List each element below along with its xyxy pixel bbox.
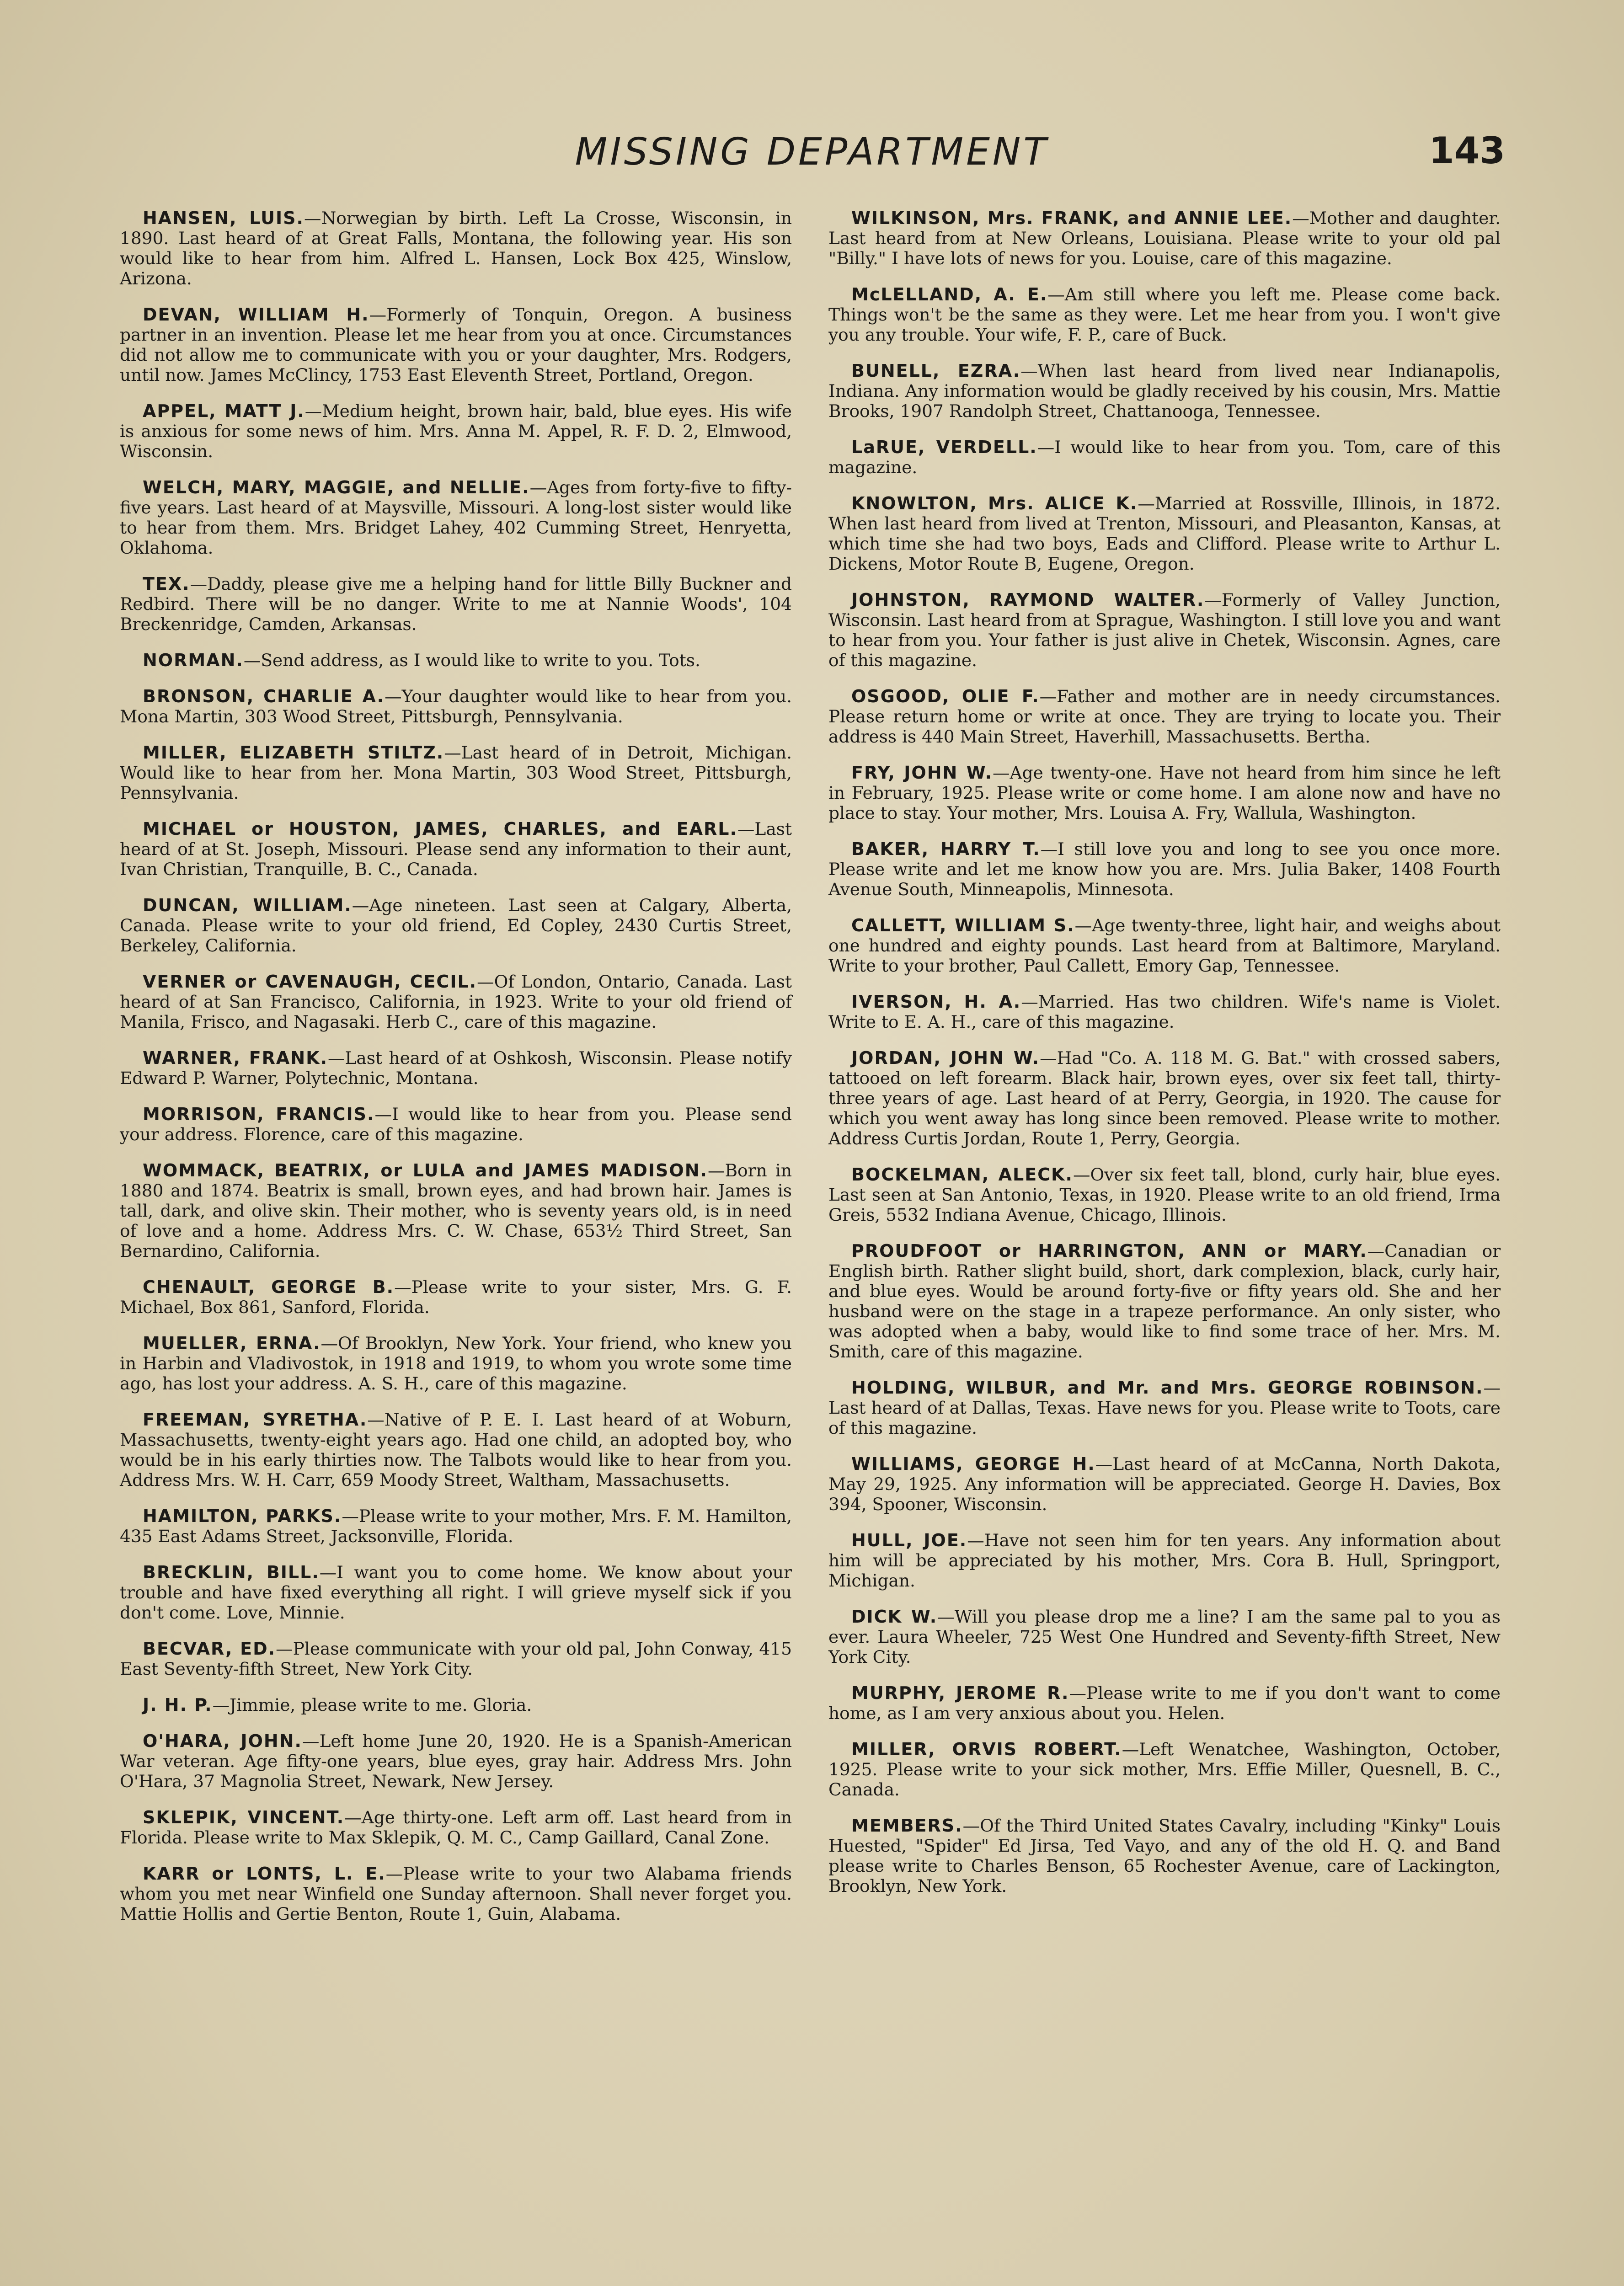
notice-name: APPEL, MATT J. — [143, 401, 305, 421]
notice-text: —Last heard of in Detroit, Michigan. Would like to hear from her. Mona Martin, 303 Wood Street, Pittsburgh, Pennsylvania. — [120, 742, 792, 803]
notice-entry — [120, 1864, 792, 1924]
notice-name: BUNELL, EZRA. — [851, 361, 1021, 381]
notice-name: J. H. P. — [143, 1695, 213, 1715]
notice-entry — [828, 493, 1501, 574]
notice-entry — [828, 763, 1501, 823]
notice-entry — [828, 839, 1501, 899]
right-column — [828, 208, 1501, 2286]
notice-entry — [828, 208, 1501, 268]
notice-name: JORDAN, JOHN W. — [851, 1048, 1040, 1068]
notice-name: WARNER, FRANK. — [143, 1048, 328, 1068]
notice-text: —Born in 1880 and 1874. Beatrix is small, brown eyes, and had brown hair. James is tall, dark, and olive skin. Their mother, who is seventy years old, is in need of love and a home. Address Mrs. C. W. Chase, 653½ Third Street, San Bernardino, California. — [120, 1160, 792, 1261]
notice-text: —Norwegian by birth. Left La Crosse, Wisconsin, in 1890. Last heard of at Great Falls, Montana, the following year. His son would like to hear from him. Alfred L. Hansen, Lock Box 425, Winslow, Arizona. — [120, 208, 792, 288]
notice-entry — [120, 819, 792, 879]
notice-text: —Over six feet tall, blond, curly hair, blue eyes. Last seen at San Antonio, Texas, in 1920. Please write to an old friend, Irma Greis, 5532 Indiana Avenue, Chicago, Illinois. — [828, 1164, 1501, 1225]
notice-text: —Last heard of at McCanna, North Dakota, May 29, 1925. Any information will be appreciated. George H. Davies, Box 394, Spooner, Wisconsin. — [828, 1454, 1501, 1514]
notice-text: —Formerly of Valley Junction, Wisconsin. Last heard from at Sprague, Washington. I still love you and want to hear from you. Your father is just alive in Chetek, Wisconsin. Agnes, care of this magazine. — [828, 590, 1501, 670]
notice-name: MILLER, ELIZABETH STILTZ. — [143, 742, 444, 763]
notice-text: —I would like to hear from you. Tom, care of this magazine. — [828, 437, 1501, 477]
notice-entry — [120, 1731, 792, 1791]
notice-name: MORRISON, FRANCIS. — [143, 1104, 375, 1124]
left-column — [120, 208, 792, 2286]
notice-entry — [828, 590, 1501, 670]
notice-name: WELCH, MARY, MAGGIE, and NELLIE. — [143, 477, 530, 497]
notice-text: —Have not seen him for ten years. Any information about him will be appreciated by his mother, Mrs. Cora B. Hull, Springport, Michigan. — [828, 1530, 1501, 1591]
notice-name: TEX. — [143, 574, 190, 594]
notice-entry — [828, 1241, 1501, 1362]
notice-entry — [828, 915, 1501, 976]
notice-name: MURPHY, JEROME R. — [851, 1683, 1069, 1703]
notice-entry — [828, 1739, 1501, 1800]
notice-name: OSGOOD, OLIE F. — [851, 686, 1040, 706]
notice-text: —I want you to come home. We know about your trouble and have fixed everything all right. I will grieve myself sick if you don't come. Love, Minnie. — [120, 1562, 792, 1623]
notice-name: FREEMAN, SYRETHA. — [143, 1410, 368, 1430]
notice-name: HOLDING, WILBUR, and Mr. and Mrs. GEORGE ROBINSON. — [851, 1378, 1484, 1398]
page-header — [105, 130, 1519, 181]
notice-name: BECVAR, ED. — [143, 1639, 276, 1659]
notice-name: HAMILTON, PARKS. — [143, 1506, 342, 1526]
notice-text: —Please write to your sister, Mrs. G. F. Michael, Box 861, Sanford, Florida. — [120, 1277, 792, 1317]
notice-name: WILLIAMS, GEORGE H. — [851, 1454, 1095, 1474]
notice-text: —I would like to hear from you. Please send your address. Florence, care of this magazine. — [120, 1104, 792, 1144]
notice-entry — [120, 477, 792, 558]
page-number: 143 — [1429, 129, 1505, 172]
notice-name: KNOWLTON, Mrs. ALICE K. — [851, 493, 1138, 513]
notice-text: —Last heard of at Dallas, Texas. Have news for you. Please write to Toots, care of this magazine. — [828, 1378, 1501, 1438]
notice-text: —Of Brooklyn, New York. Your friend, who knew you in Harbin and Vladivostok, in 1918 and 1919, to whom you wrote some time ago, has lost your address. A. S. H., care of this magazine. — [120, 1333, 792, 1394]
notice-entry — [120, 1695, 792, 1715]
notice-entry — [828, 361, 1501, 421]
notice-text: —Please write to me if you don't want to come home, as I am very anxious about you. Helen. — [828, 1683, 1501, 1723]
notice-entry — [120, 1639, 792, 1679]
notice-entry — [120, 1410, 792, 1490]
notice-text: —When last heard from lived near Indianapolis, Indiana. Any information would be gladly received by his cousin, Mrs. Mattie Brooks, 1907 Randolph Street, Chattanooga, Tennessee. — [828, 361, 1501, 421]
notice-entry — [120, 742, 792, 803]
notice-name: LaRUE, VERDELL. — [851, 437, 1037, 457]
notice-name: HULL, JOE. — [851, 1530, 967, 1550]
notice-name: JOHNSTON, RAYMOND WALTER. — [851, 590, 1205, 610]
notice-entry — [120, 1160, 792, 1261]
notice-text: —Of London, Ontario, Canada. Last heard of at San Francisco, California, in 1923. Write to your old friend of Manila, Frisco, and Nagasaki. Herb C., care of this magazine. — [120, 972, 792, 1032]
notice-text: —Married at Rossville, Illinois, in 1872. When last heard from lived at Trenton, Missouri, and Pleasanton, Kansas, at which time she had two boys, Eads and Clifford. Please write to Arthur L. Dickens, Motor Route B, Eugene, Oregon. — [828, 493, 1501, 574]
notice-entry — [120, 895, 792, 956]
notice-name: VERNER or CAVENAUGH, CECIL. — [143, 972, 477, 992]
notice-name: BRONSON, CHARLIE A. — [143, 686, 385, 706]
notice-entry — [120, 1333, 792, 1394]
notice-text: —Age twenty-three, light hair, and weighs about one hundred and eighty pounds. Last heard from at Baltimore, Maryland. Write to your brother, Paul Callett, Emory Gap, Tennessee. — [828, 915, 1501, 976]
notice-text: —Please write to your mother, Mrs. F. M. Hamilton, 435 East Adams Street, Jacksonville, Florida. — [120, 1506, 792, 1546]
notice-name: IVERSON, H. A. — [851, 992, 1021, 1012]
notice-entry — [828, 1816, 1501, 1896]
notice-name: SKLEPIK, VINCENT. — [143, 1807, 345, 1827]
notice-name: DEVAN, WILLIAM H. — [143, 304, 369, 325]
notice-name: WOMMACK, BEATRIX, or LULA and JAMES MADISON. — [143, 1160, 708, 1180]
notice-name: MILLER, ORVIS ROBERT. — [851, 1739, 1122, 1759]
notice-text: —Age nineteen. Last seen at Calgary, Alberta, Canada. Please write to your old friend, Ed Copley, 2430 Curtis Street, Berkeley, California. — [120, 895, 792, 956]
notice-text: —Married. Has two children. Wife's name is Violet. Write to E. A. H., care of this magazine. — [828, 992, 1501, 1032]
notice-text: —Am still where you left me. Please come back. Things won't be the same as they were. Let me hear from you. I won't give you any trouble. Your wife, F. P., care of Buck. — [828, 284, 1501, 345]
notice-entry — [828, 1164, 1501, 1225]
notice-entry — [120, 304, 792, 385]
notice-name: MEMBERS. — [851, 1816, 963, 1836]
notice-entry — [120, 972, 792, 1032]
notice-text: —Age thirty-one. Left arm off. Last heard from in Florida. Please write to Max Sklepik, Q. M. C., Camp Gaillard, Canal Zone. — [120, 1807, 792, 1848]
notice-entry — [828, 1378, 1501, 1438]
notice-text: —Left home June 20, 1920. He is a Spanish-American War veteran. Age fifty-one years, blue eyes, gray hair. Address Mrs. John O'Hara, 37 Magnolia Street, Newark, New Jersey. — [120, 1731, 792, 1791]
notice-name: DUNCAN, WILLIAM. — [143, 895, 352, 915]
notice-name: MUELLER, ERNA. — [143, 1333, 321, 1353]
section-title: MISSING DEPARTMENT — [575, 130, 1049, 174]
notice-name: BOCKELMAN, ALECK. — [851, 1164, 1073, 1185]
notice-entry — [120, 1104, 792, 1144]
notice-name: WILKINSON, Mrs. FRANK, and ANNIE LEE. — [851, 208, 1293, 228]
notice-entry — [828, 1048, 1501, 1148]
notice-entry — [828, 1530, 1501, 1591]
notice-name: CHENAULT, GEORGE B. — [143, 1277, 395, 1297]
notice-text: —Last heard of at Oshkosh, Wisconsin. Please notify Edward P. Warner, Polytechnic, Montana. — [120, 1048, 792, 1088]
notice-text: —Of the Third United States Cavalry, including "Kinky" Louis Huested, "Spider" Ed Jirsa, Ted Vayo, and any of the old H. Q. and Band please write to Charles Benson, 65 Rochester Avenue, care of Lackington, Brooklyn, New York. — [828, 1816, 1501, 1896]
notice-entry — [120, 401, 792, 461]
notice-name: DICK W. — [851, 1607, 938, 1627]
notice-name: BRECKLIN, BILL. — [143, 1562, 320, 1582]
notice-entry — [120, 650, 792, 670]
notice-text: —Jimmie, please write to me. Gloria. — [212, 1695, 532, 1715]
notice-text: —Mother and daughter. Last heard from at New Orleans, Louisiana. Please write to your old pal "Billy." I have lots of news for you. Louise, care of this magazine. — [828, 208, 1501, 268]
notice-text: —Father and mother are in needy circumstances. Please return home or write at once. They are trying to locate you. Their address is 440 Main Street, Haverhill, Massachusetts. Bertha. — [828, 686, 1501, 747]
notice-name: CALLETT, WILLIAM S. — [851, 915, 1075, 935]
notice-text: —Please communicate with your old pal, John Conway, 415 East Seventy-fifth Street, New York City. — [120, 1639, 792, 1679]
notice-entry — [828, 686, 1501, 747]
notice-text: —Your daughter would like to hear from you. Mona Martin, 303 Wood Street, Pittsburgh, Pennsylvania. — [120, 686, 792, 726]
notice-entry — [120, 1562, 792, 1623]
notice-name: PROUDFOOT or HARRINGTON, ANN or MARY. — [851, 1241, 1368, 1261]
notice-entry — [120, 208, 792, 288]
notice-text: —I still love you and long to see you once more. Please write and let me know how you are. Mrs. Julia Baker, 1408 Fourth Avenue South, Minneapolis, Minnesota. — [828, 839, 1501, 899]
notice-name: NORMAN. — [143, 650, 244, 670]
notice-name: O'HARA, JOHN. — [143, 1731, 302, 1751]
notice-name: MICHAEL or HOUSTON, JAMES, CHARLES, and EARL. — [143, 819, 737, 839]
notice-text: —Send address, as I would like to write to you. Tots. — [243, 650, 700, 670]
notice-text: —Formerly of Tonquin, Oregon. A business partner in an invention. Please let me hear from you at once. Circumstances did not allow me to communicate with you or your daughter, Mrs. Rodgers, until now. James McClincy, 1753 East Eleventh Street, Portland, Oregon. — [120, 304, 792, 385]
notice-name: McLELLAND, A. E. — [851, 284, 1048, 304]
notice-text: —Last heard of at St. Joseph, Missouri. Please send any information to their aunt, Ivan Christian, Tranquille, B. C., Canada. — [120, 819, 792, 879]
notice-text: —Native of P. E. I. Last heard of at Woburn, Massachusetts, twenty-eight years ago. Had one child, an adopted boy, who would be in his early thirties now. The Talbots would like to hear from you. Address Mrs. W. H. Carr, 659 Moody Street, Waltham, Massachusetts. — [120, 1410, 792, 1490]
notice-entry — [120, 1807, 792, 1848]
notice-entry — [828, 1454, 1501, 1514]
notice-entry — [828, 284, 1501, 345]
notice-text: —Canadian or English birth. Rather slight build, short, dark complexion, black, curly hair, and blue eyes. Would be around forty-five or fifty years old. She and her husband were on the stage in a trapeze performance. An only sister, who was adopted when a baby, would like to find some trace of her. Mrs. M. Smith, care of this magazine. — [828, 1241, 1501, 1362]
notice-entry — [120, 574, 792, 634]
notice-text: —Medium height, brown hair, bald, blue eyes. His wife is anxious for some news of him. Mrs. Anna M. Appel, R. F. D. 2, Elmwood, Wisconsin. — [120, 401, 792, 461]
notice-entry — [828, 1607, 1501, 1667]
text-columns — [120, 208, 1501, 2286]
notice-entry — [120, 1277, 792, 1317]
notice-name: HANSEN, LUIS. — [143, 208, 304, 228]
notice-entry — [828, 437, 1501, 477]
notice-entry — [828, 1683, 1501, 1723]
notice-entry — [828, 992, 1501, 1032]
notice-text: —Please write to your two Alabama friends whom you met near Winfield one Sunday afternoon. Shall never forget you. Mattie Hollis and Gertie Benton, Route 1, Guin, Alabama. — [120, 1864, 792, 1924]
notice-text: —Had "Co. A. 118 M. G. Bat." with crossed sabers, tattooed on left forearm. Black hair, brown eyes, over six feet tall, thirty-three years of age. Last heard of at Perry, Georgia, in 1920. The cause for which you went away has long since been removed. Please write to mother. Address Curtis Jordan, Route 1, Perry, Georgia. — [828, 1048, 1501, 1148]
notice-entry — [120, 1506, 792, 1546]
notice-text: —Left Wenatchee, Washington, October, 1925. Please write to your sick mother, Mrs. Effie Miller, Quesnell, B. C., Canada. — [828, 1739, 1501, 1800]
notice-text: —Daddy, please give me a helping hand for little Billy Buckner and Redbird. There will be no danger. Write to me at Nannie Woods', 104 Breckenridge, Camden, Arkansas. — [120, 574, 792, 634]
notice-name: BAKER, HARRY T. — [851, 839, 1041, 859]
notice-name: FRY, JOHN W. — [851, 763, 993, 783]
notice-text: —Ages from forty-five to fifty-five years. Last heard of at Maysville, Missouri. A long-lost sister would like to hear from them. Mrs. Bridget Lahey, 402 Cumming Street, Henryetta, Oklahoma. — [120, 477, 792, 558]
notice-entry — [120, 686, 792, 726]
notice-text: —Will you please drop me a line? I am the same pal to you as ever. Laura Wheeler, 725 West One Hundred and Seventy-fifth Street, New York City. — [828, 1607, 1501, 1667]
notice-text: —Age twenty-one. Have not heard from him since he left in February, 1925. Please write or come home. I am alone now and have no place to stay. Your mother, Mrs. Louisa A. Fry, Wallula, Washington. — [828, 763, 1501, 823]
notice-entry — [120, 1048, 792, 1088]
notice-name: KARR or LONTS, L. E. — [143, 1864, 386, 1884]
